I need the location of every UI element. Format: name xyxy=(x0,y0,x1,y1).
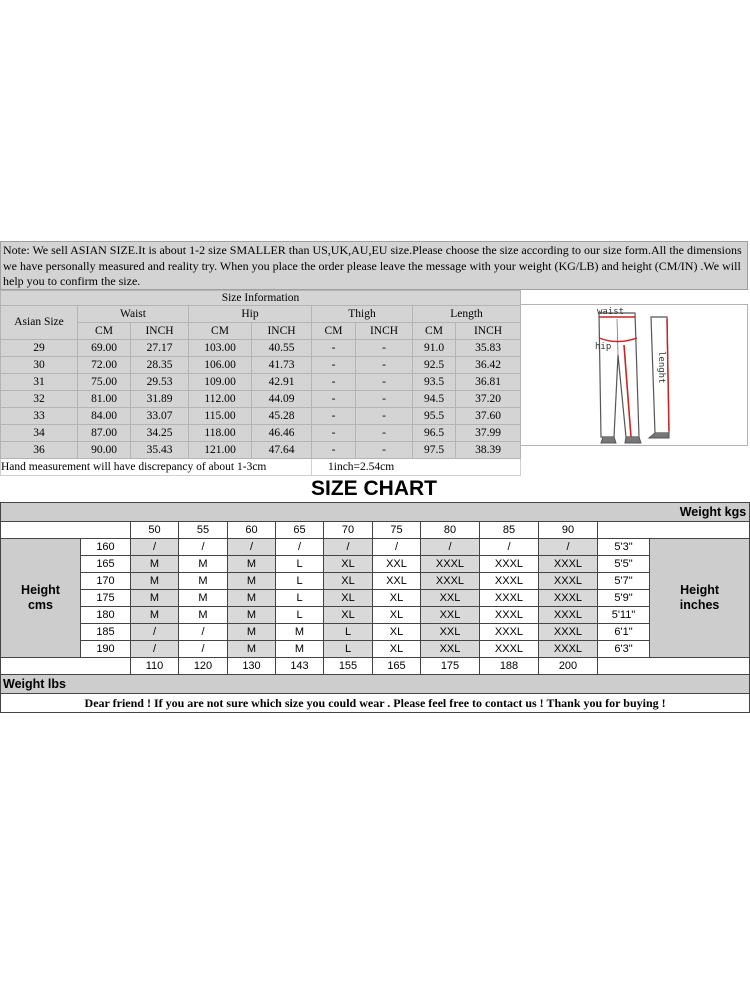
size-cell: / xyxy=(373,539,421,556)
size-cell: M xyxy=(179,556,228,573)
height-cms-label xyxy=(1,539,81,658)
lb-footer-row xyxy=(1,658,750,675)
size-cell: XXXL xyxy=(539,607,598,624)
weight-lb-footer: 200 xyxy=(539,658,598,675)
weight-lb-footer: 175 xyxy=(421,658,480,675)
measurement-cell: - xyxy=(312,374,356,391)
size-cell: / xyxy=(179,641,228,658)
size-cell: / xyxy=(131,624,179,641)
size-cell: XXL xyxy=(421,624,480,641)
weight-lbs-label: Weight lbs xyxy=(1,675,750,694)
size-information-table xyxy=(0,290,521,476)
size-cell: XXL xyxy=(421,641,480,658)
height-inch-cell: 6'1" xyxy=(598,624,650,641)
weight-kg-header: 75 xyxy=(373,522,421,539)
measurement-cell: 96.5 xyxy=(413,425,456,442)
size-cell: M xyxy=(228,590,276,607)
size-cell: M xyxy=(179,590,228,607)
size-cell: M xyxy=(131,590,179,607)
asian-size-cell: 34 xyxy=(1,425,78,442)
size-info-row xyxy=(1,391,521,408)
size-cell: XXXL xyxy=(480,607,539,624)
measurement-cell: 84.00 xyxy=(78,408,131,425)
height-inch-cell: 5'5" xyxy=(598,556,650,573)
size-info-row xyxy=(1,357,521,374)
measurement-cell: 33.07 xyxy=(131,408,189,425)
measurement-cell: 92.5 xyxy=(413,357,456,374)
size-chart-row xyxy=(1,624,750,641)
size-cell: XXXL xyxy=(480,590,539,607)
weight-kg-header: 50 xyxy=(131,522,179,539)
size-cell: XXXL xyxy=(539,590,598,607)
size-cell: XXXL xyxy=(539,624,598,641)
size-cell: / xyxy=(179,624,228,641)
measurement-cell: - xyxy=(356,391,413,408)
measurement-cell: 69.00 xyxy=(78,340,131,357)
size-cell: M xyxy=(228,573,276,590)
weight-lb-footer: 188 xyxy=(480,658,539,675)
size-cell: XL xyxy=(373,641,421,658)
lb-row-spacer xyxy=(1,658,131,675)
measurement-cell: 38.39 xyxy=(456,442,521,459)
size-cell: M xyxy=(276,641,324,658)
measurement-cell: - xyxy=(356,357,413,374)
size-cell: L xyxy=(276,590,324,607)
size-cell: / xyxy=(421,539,480,556)
front-pant-drawing xyxy=(599,313,641,443)
size-chart-row xyxy=(1,607,750,624)
weight-lb-footer: 120 xyxy=(179,658,228,675)
size-chart-body xyxy=(1,539,750,658)
size-chart-row xyxy=(1,641,750,658)
weight-lb-footer: 143 xyxy=(276,658,324,675)
height-inches-label-line2: inches xyxy=(679,598,720,612)
height-cm-cell: 190 xyxy=(81,641,131,658)
weight-kg-header: 90 xyxy=(539,522,598,539)
unit-header-row xyxy=(1,323,521,340)
measurement-cell: 75.00 xyxy=(78,374,131,391)
kg-row-spacer xyxy=(1,522,131,539)
hip-label: hip xyxy=(595,342,612,352)
measurement-cell: - xyxy=(312,340,356,357)
measurement-cell: 97.5 xyxy=(413,442,456,459)
size-cell: / xyxy=(179,539,228,556)
size-cell: XXXL xyxy=(480,556,539,573)
measurement-cell: 91.0 xyxy=(413,340,456,357)
contact-message: Dear friend ! If you are not sure which size you could wear . Please feel free to contact us ! Thank you for buying ! xyxy=(1,694,750,713)
pants-measurement-diagram xyxy=(520,304,748,446)
size-cell: XXXL xyxy=(539,641,598,658)
measurement-cell: 36.81 xyxy=(456,374,521,391)
size-cell: XXXL xyxy=(480,624,539,641)
size-cell: / xyxy=(324,539,373,556)
size-cell: XXXL xyxy=(421,573,480,590)
measurement-cell: 27.17 xyxy=(131,340,189,357)
size-cell: XXXL xyxy=(539,556,598,573)
size-note: Note: We sell ASIAN SIZE.It is about 1-2 size SMALLER than US,UK,AU,EU size.Please choose the size according to our size form.All the dimensions we have personally measured and reality try. When you place the order please leave the message with your weight (KG/LB) and height (CM/IN) .We will help you to confirm the size. xyxy=(0,241,748,290)
height-cm-cell: 180 xyxy=(81,607,131,624)
measurement-cell: 103.00 xyxy=(189,340,252,357)
group-header-length: Length xyxy=(413,306,521,323)
measurement-cell: 41.73 xyxy=(252,357,312,374)
measurement-cell: 90.00 xyxy=(78,442,131,459)
measurement-cell: - xyxy=(312,408,356,425)
measurement-cell: 47.64 xyxy=(252,442,312,459)
measurement-cell: 28.35 xyxy=(131,357,189,374)
unit-header: CM xyxy=(78,323,131,340)
measurement-cell: 35.43 xyxy=(131,442,189,459)
size-cell: / xyxy=(131,641,179,658)
height-inch-cell: 5'3" xyxy=(598,539,650,556)
size-cell: XL xyxy=(324,556,373,573)
size-info-footnote-row xyxy=(1,459,521,476)
asian-size-cell: 31 xyxy=(1,374,78,391)
size-cell: L xyxy=(276,556,324,573)
size-cell: M xyxy=(131,573,179,590)
height-cm-cell: 165 xyxy=(81,556,131,573)
unit-header: INCH xyxy=(252,323,312,340)
size-chart-row xyxy=(1,556,750,573)
weight-lb-footer: 155 xyxy=(324,658,373,675)
size-cell: M xyxy=(228,624,276,641)
inch-conversion-note: 1inch=2.54cm xyxy=(312,459,521,476)
size-info-row xyxy=(1,340,521,357)
size-cell: XL xyxy=(324,573,373,590)
measurement-cell: 36.42 xyxy=(456,357,521,374)
measurement-cell: 29.53 xyxy=(131,374,189,391)
measurement-cell: 106.00 xyxy=(189,357,252,374)
unit-header: INCH xyxy=(456,323,521,340)
size-cell: XXL xyxy=(373,573,421,590)
height-cm-cell: 170 xyxy=(81,573,131,590)
weight-lb-footer: 110 xyxy=(131,658,179,675)
size-cell: XL xyxy=(324,607,373,624)
measurement-cell: 93.5 xyxy=(413,374,456,391)
size-cell: M xyxy=(131,556,179,573)
asian-size-header: Asian Size xyxy=(1,306,78,340)
measurement-cell: 37.20 xyxy=(456,391,521,408)
size-cell: XXL xyxy=(421,590,480,607)
height-inch-cell: 5'7" xyxy=(598,573,650,590)
size-info-row xyxy=(1,374,521,391)
kg-row-spacer-right xyxy=(598,522,750,539)
size-cell: XXXL xyxy=(480,573,539,590)
measurement-cell: 46.46 xyxy=(252,425,312,442)
size-chart-row xyxy=(1,539,750,556)
measurement-cell: - xyxy=(312,391,356,408)
measurement-cell: 40.55 xyxy=(252,340,312,357)
measurement-cell: 115.00 xyxy=(189,408,252,425)
unit-header: CM xyxy=(413,323,456,340)
size-chart-row xyxy=(1,590,750,607)
measurement-cell: 37.99 xyxy=(456,425,521,442)
measurement-cell: 109.00 xyxy=(189,374,252,391)
group-header-hip: Hip xyxy=(189,306,312,323)
size-cell: M xyxy=(228,607,276,624)
size-cell: M xyxy=(131,607,179,624)
measurement-cell: - xyxy=(356,374,413,391)
measurement-cell: 34.25 xyxy=(131,425,189,442)
asian-size-cell: 29 xyxy=(1,340,78,357)
weight-lb-footer: 130 xyxy=(228,658,276,675)
height-inches-label-line1: Height xyxy=(680,583,720,597)
length-label: lenght xyxy=(656,351,666,384)
measurement-cell: 72.00 xyxy=(78,357,131,374)
size-cell: XL xyxy=(373,590,421,607)
group-header-waist: Waist xyxy=(78,306,189,323)
weight-kg-header: 85 xyxy=(480,522,539,539)
size-cell: XXXL xyxy=(480,641,539,658)
size-cell: M xyxy=(228,556,276,573)
size-cell: M xyxy=(228,641,276,658)
measurement-cell: 42.91 xyxy=(252,374,312,391)
unit-header: CM xyxy=(189,323,252,340)
height-cm-cell: 160 xyxy=(81,539,131,556)
size-cell: / xyxy=(276,539,324,556)
height-inch-cell: 5'11" xyxy=(598,607,650,624)
measurement-cell: 81.00 xyxy=(78,391,131,408)
height-inch-cell: 5'9" xyxy=(598,590,650,607)
measurement-cell: 87.00 xyxy=(78,425,131,442)
weight-kg-header: 70 xyxy=(324,522,373,539)
asian-size-cell: 30 xyxy=(1,357,78,374)
measurement-cell: 35.83 xyxy=(456,340,521,357)
height-cm-cell: 185 xyxy=(81,624,131,641)
size-cell: / xyxy=(539,539,598,556)
size-cell: L xyxy=(324,624,373,641)
size-cell: M xyxy=(276,624,324,641)
measurement-cell: - xyxy=(356,425,413,442)
measurement-cell: 37.60 xyxy=(456,408,521,425)
waist-label: waist xyxy=(597,307,625,317)
height-inch-cell: 6'3" xyxy=(598,641,650,658)
size-cell: M xyxy=(179,607,228,624)
asian-size-cell: 36 xyxy=(1,442,78,459)
height-inches-label xyxy=(650,539,750,658)
size-chart-row xyxy=(1,573,750,590)
measurement-cell: - xyxy=(356,442,413,459)
height-cms-label-line1: Height xyxy=(21,583,60,597)
size-info-title: Size Information xyxy=(1,291,521,306)
measurement-cell: 121.00 xyxy=(189,442,252,459)
measurement-cell: - xyxy=(356,408,413,425)
unit-header: INCH xyxy=(131,323,189,340)
measurement-cell: - xyxy=(312,425,356,442)
weight-kgs-label: Weight kgs xyxy=(1,503,750,522)
height-cm-cell: 175 xyxy=(81,590,131,607)
group-header-thigh: Thigh xyxy=(312,306,413,323)
size-chart-title: SIZE CHART xyxy=(311,477,437,500)
size-cell: M xyxy=(179,573,228,590)
asian-size-cell: 32 xyxy=(1,391,78,408)
size-cell: XL xyxy=(373,607,421,624)
unit-header: CM xyxy=(312,323,356,340)
size-cell: / xyxy=(228,539,276,556)
size-chart-table xyxy=(0,502,750,713)
unit-header: INCH xyxy=(356,323,413,340)
measurement-cell: 31.89 xyxy=(131,391,189,408)
measurement-cell: 95.5 xyxy=(413,408,456,425)
measurement-cell: 118.00 xyxy=(189,425,252,442)
kg-header-row xyxy=(1,522,750,539)
asian-size-cell: 33 xyxy=(1,408,78,425)
size-cell: XL xyxy=(324,590,373,607)
height-cms-label-line2: cms xyxy=(27,598,54,612)
size-cell: L xyxy=(324,641,373,658)
measurement-cell: 45.28 xyxy=(252,408,312,425)
size-info-body xyxy=(1,340,521,459)
size-info-row xyxy=(1,442,521,459)
size-cell: XXL xyxy=(373,556,421,573)
size-cell: XXXL xyxy=(539,573,598,590)
size-info-row xyxy=(1,408,521,425)
weight-kg-header: 55 xyxy=(179,522,228,539)
lb-row-spacer-right xyxy=(598,658,750,675)
weight-lb-footer: 165 xyxy=(373,658,421,675)
size-cell: L xyxy=(276,607,324,624)
measurement-note: Hand measurement will have discrepancy of about 1-3cm xyxy=(1,459,312,476)
measurement-cell: - xyxy=(312,357,356,374)
size-info-row xyxy=(1,425,521,442)
measurement-cell: - xyxy=(312,442,356,459)
weight-kg-header: 65 xyxy=(276,522,324,539)
measurement-cell: - xyxy=(356,340,413,357)
size-cell: L xyxy=(276,573,324,590)
size-cell: / xyxy=(131,539,179,556)
measurement-cell: 94.5 xyxy=(413,391,456,408)
size-cell: XL xyxy=(373,624,421,641)
size-cell: / xyxy=(480,539,539,556)
weight-kg-header: 80 xyxy=(421,522,480,539)
measurement-cell: 44.09 xyxy=(252,391,312,408)
weight-kg-header: 60 xyxy=(228,522,276,539)
size-cell: XXXL xyxy=(421,556,480,573)
size-cell: XXL xyxy=(421,607,480,624)
measurement-cell: 112.00 xyxy=(189,391,252,408)
